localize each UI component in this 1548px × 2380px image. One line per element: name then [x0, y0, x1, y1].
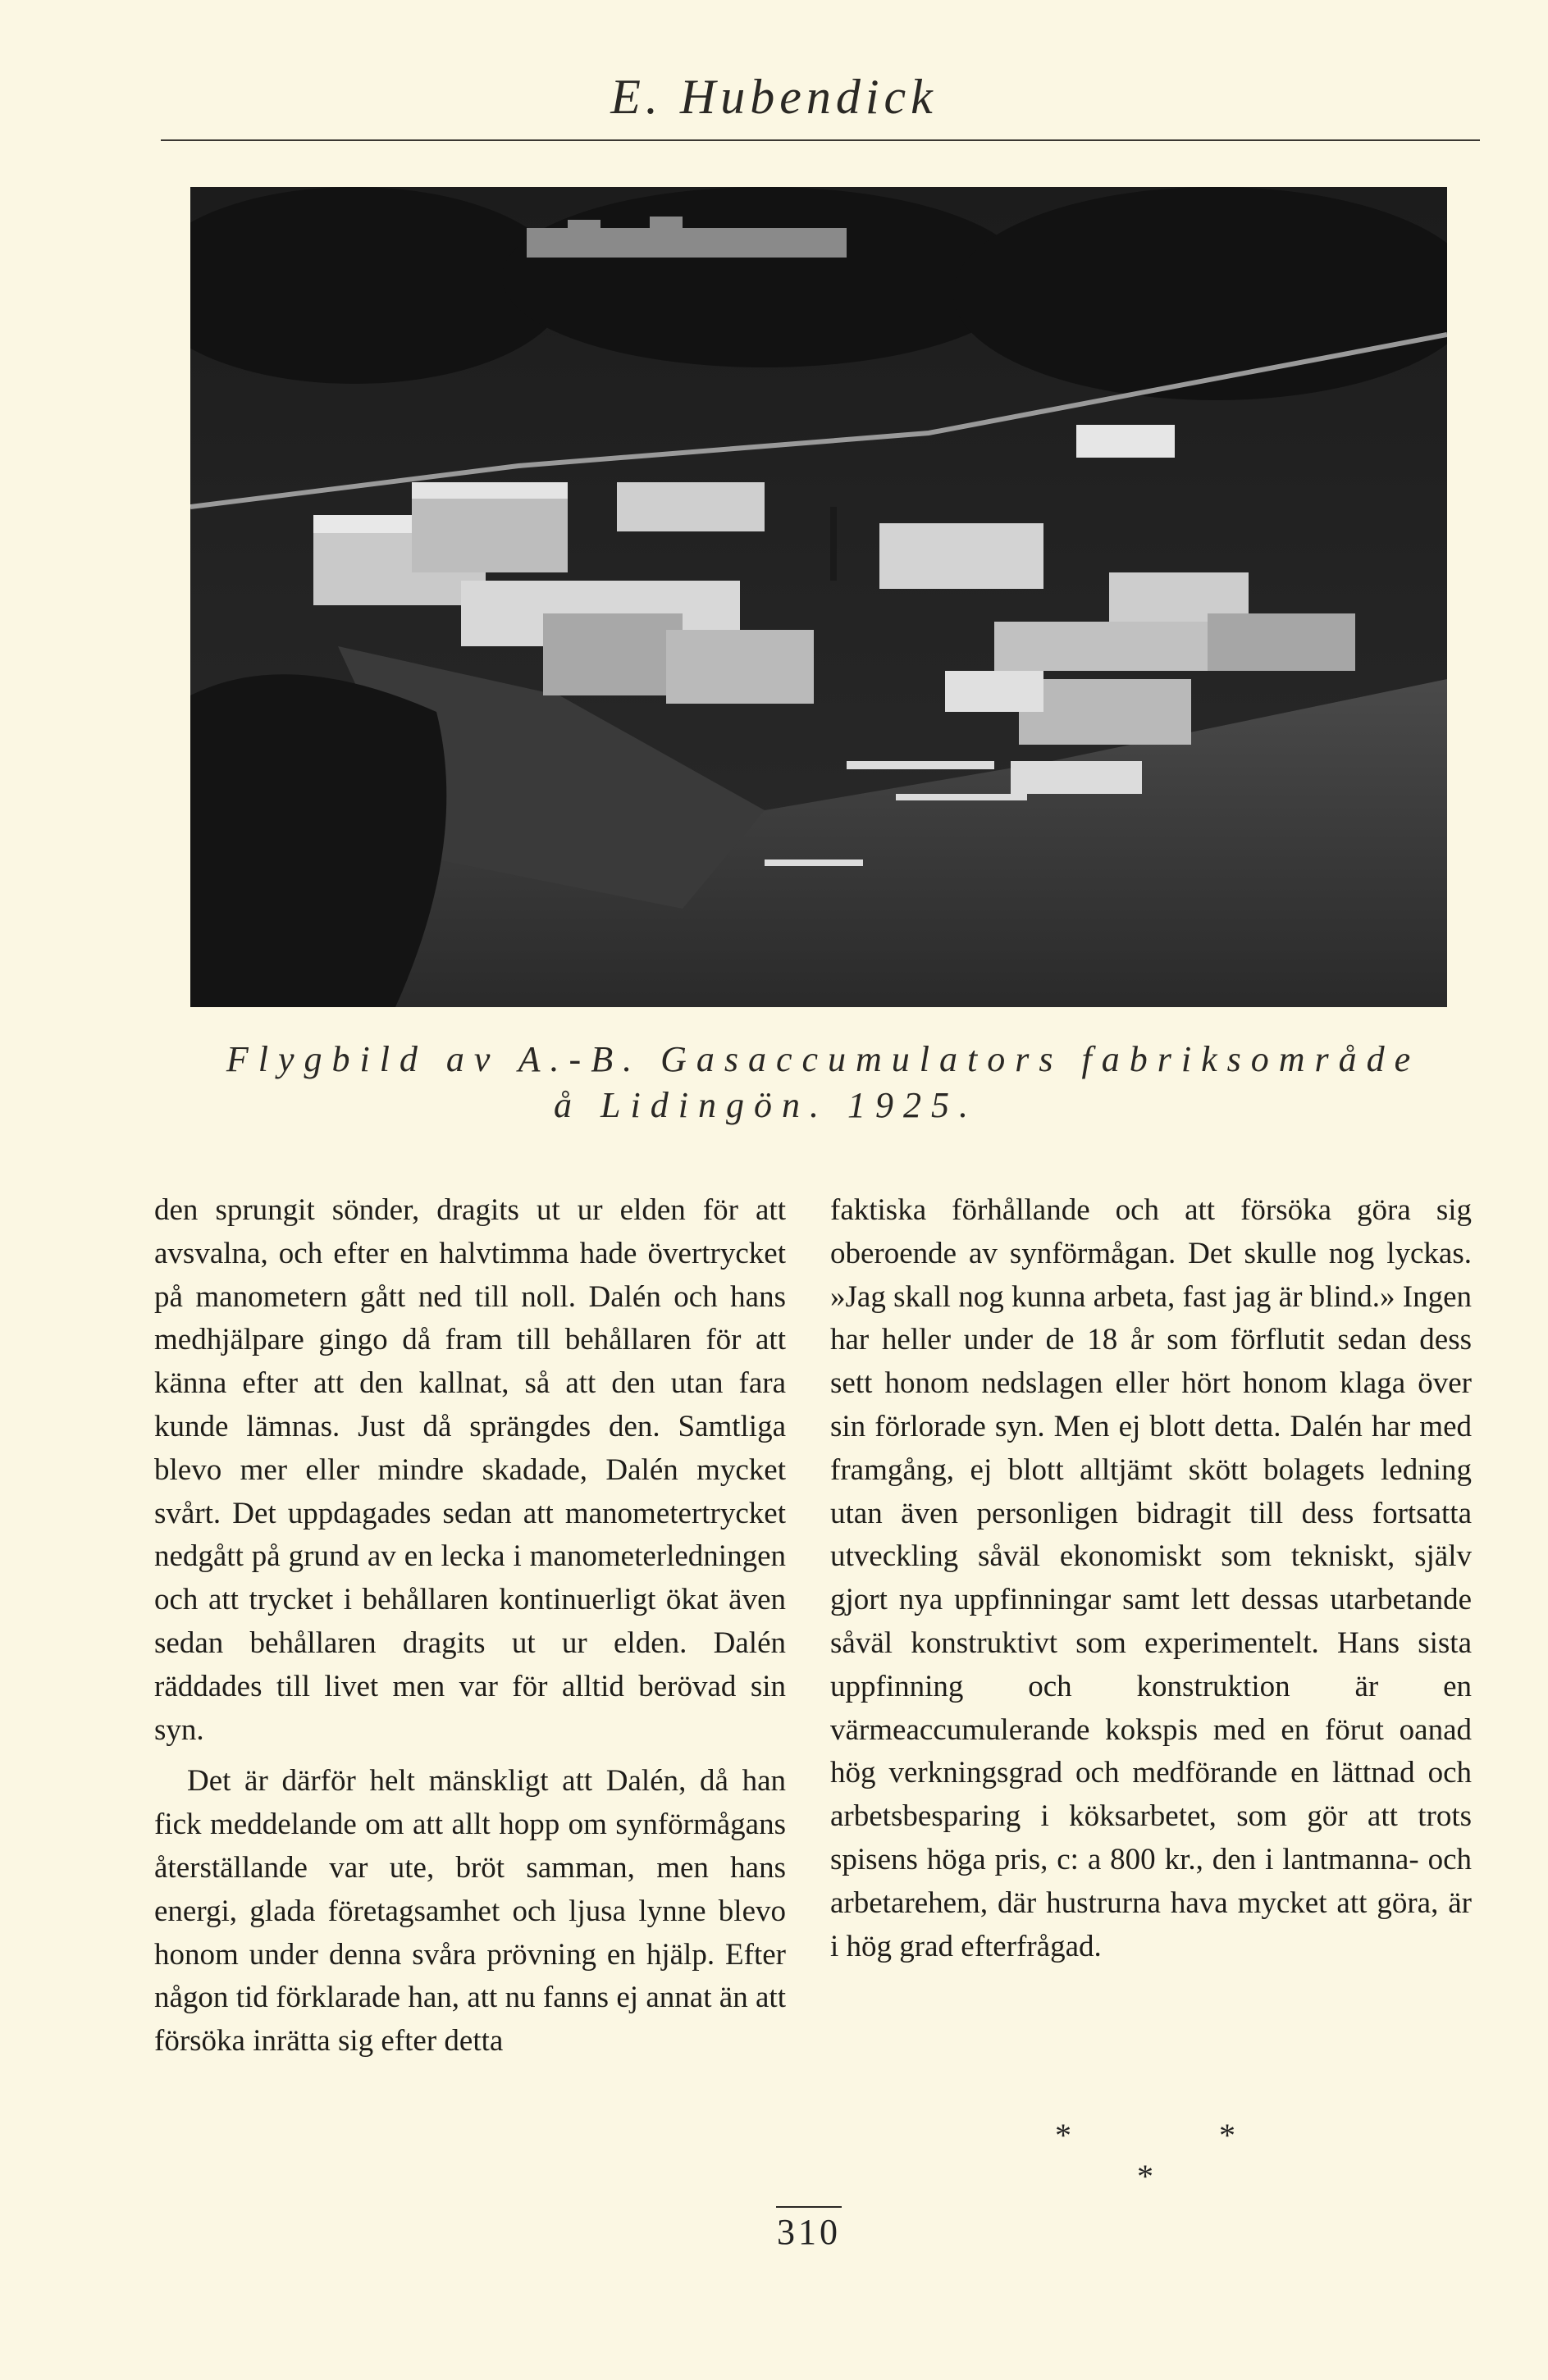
- dark-trees: [190, 674, 446, 1007]
- right-column: [830, 1189, 1472, 1968]
- asterism-ornament: [1009, 2116, 1288, 2214]
- figure-caption: [0, 1037, 1548, 1128]
- paragraph: faktiska förhållande och att försöka göra sig oberoende av synförmågan. Det skulle nog lyckas. »Jag skall nog kunna arbeta, fast jag är blind.» Ingen har heller under de 18 år som förflutit sedan dess sett honom nedslagen eller hört honom klaga över sin förlorade syn. Men ej blott detta. Dalén har med framgång, ej blott alltjämt skött bolagets ledning utan även personligen bidragit till dess fortsatta utveckling såväl ekonomiskt som tekniskt, själv gjort nya uppfinningar samt lett dessas utarbetande såväl konstruktivt som experimentelt. Hans sista uppfinning och konstruktion är en värmeaccumulerande kokspis med en förut oanad hög verkningsgrad och medförande en lättnad och arbetsbesparing i köksarbetet, som gör att trots spisens höga pris, c: a 800 kr., den i lantmanna- och arbetarehem, där hustrurna hava mycket att göra, är i hög grad efterfrågad.: [830, 1193, 1472, 1963]
- folio-rule: [776, 2206, 842, 2208]
- asterisk: *: [1055, 2117, 1071, 2154]
- aerial-factory-photo: [190, 187, 1447, 1007]
- header-rule: [161, 139, 1480, 141]
- page-number: 310: [777, 2212, 841, 2252]
- caption-line-2: å Lidingön. 1925.: [554, 1085, 978, 1125]
- left-column: [154, 1189, 786, 2063]
- caption-line-1: Flygbild av A.-B. Gasaccumulators fabriksområde: [226, 1039, 1421, 1079]
- asterisk: *: [1219, 2117, 1235, 2154]
- chimney: [830, 507, 837, 581]
- asterisk: *: [1137, 2158, 1153, 2195]
- paragraph: Det är därför helt mänskligt att Dalén, då han fick meddelande om att allt hopp om synförmågans återställande var ute, bröt samman, men hans energi, glada företagsamhet och ljusa lynne blevo honom under denna svåra prövning en hjälp. Efter någon tid förklarade han, att nu fanns ej annat än att försöka inrätta sig efter detta: [154, 1764, 786, 2059]
- running-head-author: E. Hubendick: [610, 70, 938, 124]
- paragraph: den sprungit sönder, dragits ut ur elden för att avsvalna, och efter en halvtimma hade övertrycket på manometern gått ned till noll. Dalén och hans medhjälpare gingo då fram till behållaren för att känna efter att den kallnat, så att den utan fara kunde lämnas. Just då sprängdes den. Samtliga blevo mer eller mindre skadade, Dalén mycket svårt. Det uppdagades sedan att manometertrycket nedgått på grund av en lecka i manometerledningen och att trycket i behållaren kontinuerligt ökat även sedan behållaren dragits ut ur elden. Dalén räddades till livet men var för alltid berövad sin syn.: [154, 1193, 786, 1747]
